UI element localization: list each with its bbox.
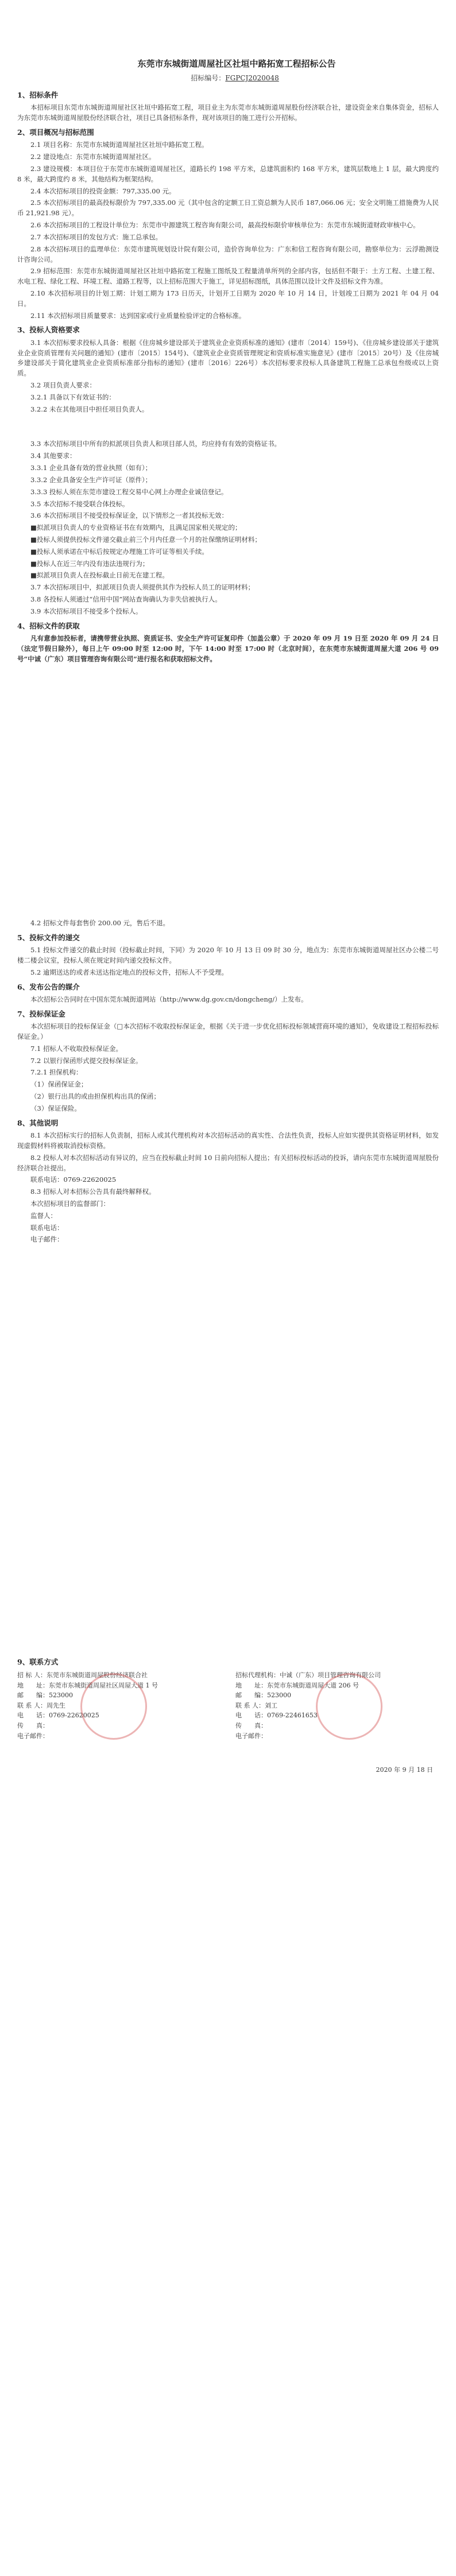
section-3-text: 3.5 本次招标不接受联合体投标。 <box>30 499 129 508</box>
section-8-text: 8.3 招标人对本招标公告具有最终解释权。 <box>30 1188 156 1196</box>
section-8-text: 监督人： <box>30 1211 57 1220</box>
tender-code-value: FGPCJ2020048 <box>225 74 279 83</box>
section-3-text: 3.3.1 企业具备有效的营业执照（如有）； <box>30 464 152 472</box>
agent-email: 电子邮件： <box>235 1732 267 1740</box>
section-8-text: 联系电话：0769-22620025 <box>30 1176 117 1184</box>
section-8-heading: 8、其他说明 <box>17 1118 59 1127</box>
section-2-heading: 2、项目概况与招标范围 <box>17 128 94 137</box>
section-2-item: 2.6 本次招标项目的工程设计单位为：东莞市中源建筑工程咨询有限公司，最高投标限价审核单位为：东莞市东城街道财政审核中心。 <box>30 221 420 230</box>
section-8-text: 联系电话： <box>30 1223 64 1232</box>
section-2-item: 2.2 建设地点：东莞市东城街道周屋社区。 <box>30 153 156 161</box>
section-3-text: 3.2.1 具备以下有效证书的： <box>30 393 115 401</box>
tenderer-name: 招 标 人：东莞市东城街道周屋股份经济联合社 <box>17 1671 148 1679</box>
section-3-text: 3.4 其他要求： <box>30 452 76 460</box>
section-3-text: 3.2.2 未在其他项目中担任项目负责人。 <box>30 405 149 413</box>
agent-address: 地 址：东莞市东城街道周屋大道 206 号 <box>235 1681 359 1689</box>
section-4-text: 凡有意参加投标者，请携带营业执照、资质证书、安全生产许可证复印件（加盖公章）于 2020 年 09 月 19 日至 2020 年 09 月 24 日（法定节假日除外），每日上午 09:00 时至 12:00 时，下午 14:00 时至 17:00 时（北京时间），在东莞市东城街道周屋大道 206 号 09 号“中诚（广东）项目管理咨询有限公司”进行报名和获取招标文件。 <box>17 634 439 663</box>
section-3-text: 3.7 本次招标项目中，拟派项目负责人须提供其作为投标人员工的证明材料； <box>30 583 254 592</box>
agent-phone: 电 话：0769-22461653 <box>235 1712 318 1720</box>
section-8-text: 8.2 投标人对本次招标活动有异议的，应当在投标截止时间 10 日前向招标人提出；有关招标投标活动的投诉，请向东莞市东城街道周屋股份经济联合社提出。 <box>17 1153 439 1172</box>
section-7-heading: 7、投标保证金 <box>17 1009 65 1018</box>
section-3-text: 3.3 本次招标项目中所有的拟派项目负责人和项目部人员，均应持有有效的资格证书。 <box>30 440 281 448</box>
agent-contact: 联 系 人：刘工 <box>235 1701 277 1709</box>
section-3-bullet: ■拟派项目负责人的专业资格证书在有效期内，且满足国家相关规定的； <box>30 523 242 532</box>
section-3-text: 3.6 本次招标项目不接受投标保证金，以下情形之一者其投标无效： <box>30 511 228 520</box>
section-2-item: 2.11 本次招标项目质量要求：达到国家或行业质量检验评定的合格标准。 <box>30 311 246 320</box>
section-3-text: 3.2 项目负责人要求： <box>30 381 96 389</box>
section-7-text: 7.2.1 担保机构： <box>30 1068 83 1077</box>
contacts-heading-block <box>17 1653 439 1670</box>
section-2-item: 2.9 招标范围：东莞市东城街道周屋社区社垣中路拓宽工程施工图纸及工程量清单所列的全部内容，包括但不限于：土方工程、土建工程、水电工程、绿化工程、环境工程、道路工程等，以上招标范围大于施工，详见招标图纸，具体范围以设计文件及招标文件为准。 <box>17 267 439 286</box>
section-3-bullet: ■投标人须提供投标文件递交截止前三个月内任意一个月的社保缴纳证明材料； <box>30 535 261 544</box>
section-6-heading: 6、发布公告的媒介 <box>17 982 80 991</box>
section-4-heading: 4、招标文件的获取 <box>17 621 80 630</box>
section-1-heading: 1、招标条件 <box>17 91 59 99</box>
section-8-text: 8.1 本次招标实行的招标人负责制，招标人或其代理机构对本次招标活动的真实性、合法性负责，投标人应如实提供其资格证明材料，如发现虚假材料将被取消投标资格。 <box>17 1131 439 1150</box>
section-5-text: 5.2 逾期送达的或者未送达指定地点的投标文件，招标人不予受理。 <box>30 968 228 976</box>
section-8-text: 本次招标项目的监督部门： <box>30 1199 110 1208</box>
section-1-text: 本招标项目东莞市东城街道周屋社区社垣中路拓宽工程，项目业主为东莞市东城街道周屋股份经济联合社，建设资金来自集体资金，招标人为东莞市东城街道周屋股份经济联合社，项目已具备招标条件，现对该项目的施工进行公开招标。 <box>17 103 439 122</box>
section-2-item: 2.10 本次招标项目的计划工期：计划工期为 173 日历天，计划开工日期为 2020 年 10 月 14 日，计划竣工日期为 2021 年 04 月 04 日。 <box>17 289 439 308</box>
section-3-text: 3.3.3 投标人须在东莞市建设工程交易中心网上办理企业诚信登记。 <box>30 487 228 496</box>
section-8-text: 电子邮件： <box>30 1235 64 1244</box>
section-7-text: （2）银行出具的或由担保机构出具的保函； <box>30 1092 160 1101</box>
section-3-heading: 3、投标人资格要求 <box>17 325 80 335</box>
section-2-item: 2.1 项目名称：东莞市东城街道周屋社区社垣中路拓宽工程。 <box>30 141 208 149</box>
section-2-item: 2.3 建设规模：本项目位于东莞市东城街道周屋社区，道路长约 198 平方米，总建筑面积约 168 平方米，建筑层数地上 1 层，最大跨度约 8 米，最大跨度约 8 米，其他结构为框架结构。 <box>17 165 439 183</box>
agent-name: 招标代理机构：中诚（广东）项目管理咨询有限公司 <box>235 1671 381 1679</box>
body-part-2 <box>17 918 439 1247</box>
section-3-text: 3.9 本次招标项目不接受多个投标人。 <box>30 607 142 615</box>
issue-date: 2020 年 9 月 18 日 <box>376 1766 433 1774</box>
tenderer-address: 地 址：东莞市东城街道周屋社区周屋大道 1 号 <box>17 1681 158 1689</box>
agent-postcode: 邮 编：523000 <box>235 1692 291 1700</box>
section-5-heading: 5、投标文件的递交 <box>17 933 80 942</box>
section-2-item: 2.5 本次招标项目的最高投标限价为 797,335.00 元（其中包含的定额工日工资总额为人民币 187,066.06 元；安全文明施工措施费为人民币 21,921.98 元）。 <box>17 199 439 218</box>
section-2-item: 2.8 本次招标项目的监理单位：东莞市建筑规划设计院有限公司，造价咨询单位为：广东和信工程咨询有限公司，勘察单位为：云浮勘测设计咨询公司。 <box>17 245 439 263</box>
tenderer-seal <box>80 1673 147 1740</box>
tenderer-postcode: 邮 编：523000 <box>17 1692 73 1700</box>
page-title: 东莞市东城街道周屋社区社垣中路拓宽工程招标公告 <box>137 59 336 69</box>
section-7-text: 7.2 以银行保函形式提交投标保证金。 <box>30 1056 142 1065</box>
tenderer-email: 电子邮件： <box>17 1732 49 1740</box>
agent-fax: 传 真： <box>235 1721 267 1729</box>
section-3-text: 3.8 各投标人须通过“信用中国”网站查询确认为非失信被执行人。 <box>30 595 222 603</box>
section-7-text: （3）保证保险。 <box>30 1104 81 1112</box>
section-3-bullet: ■投标人在近三年内没有违法违规行为； <box>30 559 149 568</box>
body-part-1 <box>17 86 439 666</box>
header-block <box>17 57 439 84</box>
tenderer-fax: 传 真： <box>17 1721 49 1729</box>
section-5-text: 5.1 投标文件递交的截止时间（投标截止时间，下同）为 2020 年 10 月 13 日 09 时 30 分，地点为：东莞市东城街道周屋社区办公楼二号楼二楼会议室，投标人须在规定时间内递交投标文件。 <box>17 946 439 964</box>
section-2-item: 2.4 本次招标项目的投资金额：797,335.00 元。 <box>30 187 176 195</box>
section-3-bullet: ■拟派项目负责人在投标截止日前无在建工程。 <box>30 571 169 580</box>
section-9-heading: 9、联系方式 <box>17 1658 59 1666</box>
spacer <box>17 416 439 439</box>
contacts-block <box>17 1670 439 1751</box>
section-3-text: 3.3.2 企业具备安全生产许可证（原件）； <box>30 475 152 484</box>
section-6-text: 本次招标公告同时在中国东莞东城街道网站（http://www.dg.gov.cn/dongcheng/）上发布。 <box>30 995 308 1003</box>
tender-code-label: 招标编号： <box>191 74 226 83</box>
tender-code <box>17 73 439 84</box>
section-7-text: 本次招标项目的投标保证金（□本次招标不收取投标保证金，根据《关于进一步优化招标投标领域营商环境的通知》，免收建设工程招标投标保证金。） <box>17 1022 439 1041</box>
agent-seal <box>316 1673 382 1740</box>
tenderer-phone: 电 话：0769-22620025 <box>17 1712 99 1720</box>
section-4-text: 4.2 招标文件每套售价 200.00 元，售后不退。 <box>30 919 169 927</box>
tenderer-contact: 联 系 人：周先生 <box>17 1701 65 1709</box>
section-7-text: 7.1 招标人不收取投标保证金。 <box>30 1044 122 1053</box>
section-3-bullet: ■投标人须承诺在中标后按规定办理施工许可证等相关手续。 <box>30 547 208 556</box>
section-3-text: 3.1 本次招标要求投标人具备：根据《住房城乡建设部关于建筑业企业资质标准的通知》(建市〔2014〕159号)、《住房城乡建设部关于建筑业企业资质管理有关问题的通知》(建市〔2015〕154号)、《建筑业企业资质管理规定和资质标准实施意见》(建市〔2015〕20号）及《住房城乡建设部关于简化建筑业企业资质标准部分指标的通知》(建市〔2016〕226号）本次招标要求投标人具备建筑工程施工总承包叁级或以上资质。 <box>17 338 439 378</box>
section-2-item: 2.7 本次招标项目的发包方式：施工总承包。 <box>30 232 162 241</box>
section-7-text: （1）保函保证金； <box>30 1080 88 1089</box>
